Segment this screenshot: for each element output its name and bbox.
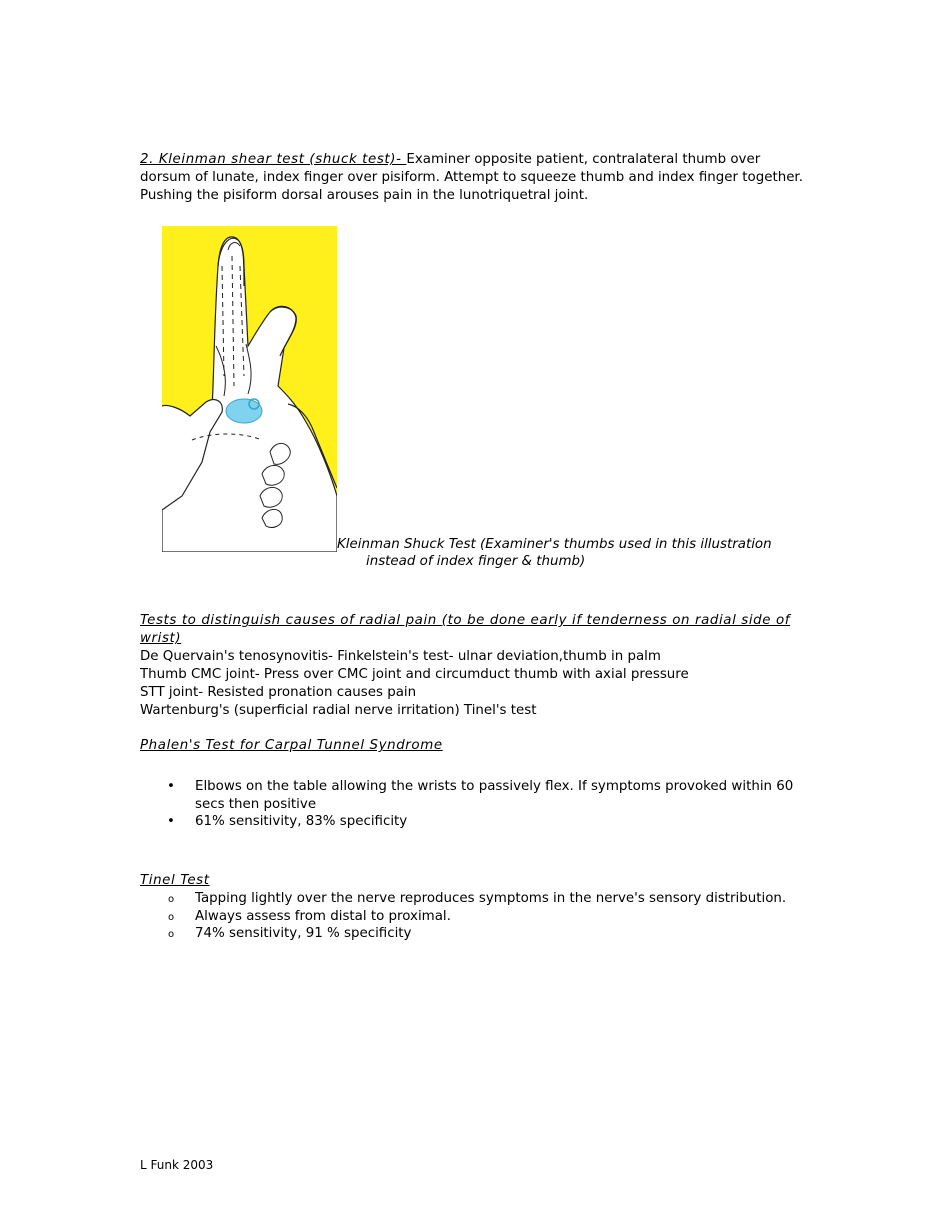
radial-heading-line-2: wrist) (140, 631, 182, 646)
hand-drawing-icon (162, 226, 337, 552)
phalen-bullet-2-line-1: 61% sensitivity, 83% specificity (195, 814, 408, 829)
radial-item: Wartenburg's (superficial radial nerve irritation) Tinel's test (140, 703, 537, 718)
circle-bullet-icon: o (168, 894, 175, 905)
list-item (140, 778, 820, 813)
tinel-bullet-text: Tapping lightly over the nerve reproduces symptoms in the nerve's sensory distribution. (195, 891, 787, 906)
list-item (140, 908, 820, 926)
phalen-bullet-list (140, 778, 820, 831)
phalen-bullet-1-line-2: secs then positive (195, 796, 317, 812)
kleinman-paragraph (140, 151, 820, 205)
kleinman-text-1: Examiner opposite patient, contralateral thumb over (406, 152, 761, 167)
kleinman-heading: 2. Kleinman shear test (shuck test)- (140, 152, 407, 167)
footer-text: L Funk 2003 (140, 1158, 214, 1172)
kleinman-text-2: dorsum of lunate, index finger over pisiform. Attempt to squeeze thumb and index finger together. (140, 170, 803, 185)
tinel-bullet-text: Always assess from distal to proximal. (195, 908, 451, 924)
tinel-section (140, 872, 820, 890)
caption-line-1: Kleinman Shuck Test (Examiner's thumbs used in this illustration (337, 537, 772, 552)
radial-section (140, 612, 820, 720)
figure-caption (337, 536, 817, 570)
list-item (140, 925, 820, 943)
circle-bullet-icon: o (168, 911, 175, 923)
radial-item: STT joint- Resisted pronation causes pain (140, 685, 417, 700)
phalen-bullet-1-line-1: Elbows on the table allowing the wrists to passively flex. If symptoms provoked within 60 (195, 779, 794, 794)
tinel-bullet-text: 74% sensitivity, 91 % specificity (195, 926, 412, 941)
bullet-icon: • (167, 814, 175, 829)
radial-heading-line-1: Tests to distinguish causes of radial pain (to be done early if tenderness on radial side of (140, 613, 791, 628)
list-item (140, 813, 820, 831)
radial-item: Thumb CMC joint- Press over CMC joint and circumduct thumb with axial pressure (140, 667, 689, 682)
phalen-heading: Phalen's Test for Carpal Tunnel Syndrome (140, 738, 443, 753)
radial-item: De Quervain's tenosynovitis- Finkelstein's test- ulnar deviation,thumb in palm (140, 649, 661, 664)
kleinman-text-3: Pushing the pisiform dorsal arouses pain in the lunotriquetral joint. (140, 188, 589, 203)
circle-bullet-icon: o (168, 929, 175, 940)
list-item (140, 890, 820, 908)
caption-line-2: instead of index finger & thumb) (366, 554, 586, 569)
tinel-heading: Tinel Test (140, 873, 210, 888)
phalen-section (140, 737, 820, 755)
bullet-icon: • (167, 779, 175, 794)
tinel-bullet-list (140, 890, 820, 943)
kleinman-illustration (162, 226, 337, 552)
